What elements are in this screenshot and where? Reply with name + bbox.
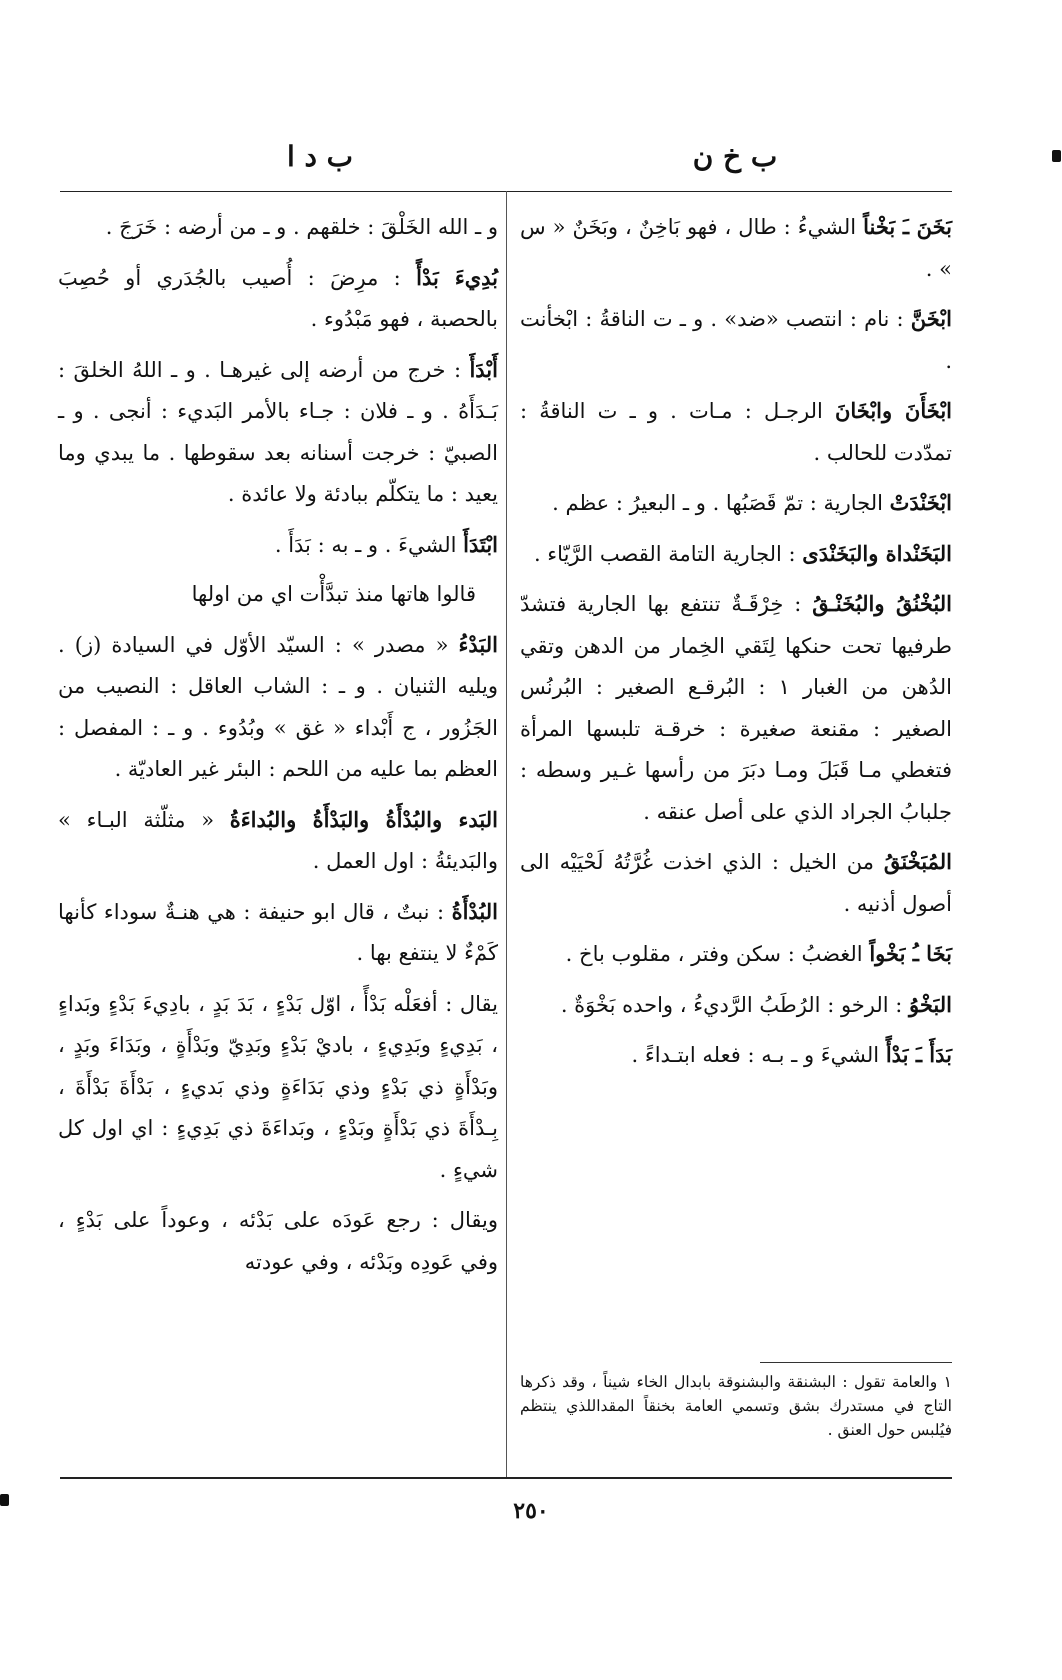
- running-head-right: ب خ ن: [692, 140, 778, 173]
- entry-definition: الجارية : تمّ قَصَبُها . و ـ البعيرُ : عظم .: [552, 491, 890, 515]
- entry-headword: المُبَخْنَقُ: [883, 849, 952, 874]
- entry-definition: الرجـل : مـات . و ـ ت الناقةُ : تمدّدت للحالب .: [520, 399, 952, 465]
- entry-headword: ابْخَأَنَ وابْخَانَ: [834, 398, 952, 423]
- dictionary-entry: [520, 933, 952, 976]
- dictionary-entry: [58, 624, 498, 791]
- dictionary-entry: [58, 891, 498, 975]
- entry-definition: : خرج من أرضه إلى غيرهـا . و ـ اللهُ الخلقَ : بَـدَأَهُ . و ـ فلان : جـاء بالأمر البَديء : أنجى . و ـ الصبيّ : خرجت أسنانه بعد سقوطها . ما يبدي وما يعيد : ما يتكلّم ببادئة ولا عائدة .: [58, 357, 498, 506]
- entry-definition: الشيءَ . و ـ به : بَدَأَ .: [274, 532, 464, 557]
- verse-text: قالوا هاتها منذ تبدَّأْت اي من اولها: [191, 582, 476, 606]
- dictionary-entry: [520, 583, 952, 833]
- dictionary-entry: [520, 206, 952, 290]
- page-number: ٢٥٠: [513, 1498, 549, 1524]
- edge-mark: [0, 1494, 9, 1506]
- entry-headword: البَدء والبُدْأَةُ والبَدْأَةُ والبُداءَةُ: [229, 806, 498, 832]
- entry-definition: : الرخو : الرُطَبُ الرَّديءُ ، واحده بَخْوَةٌ .: [560, 992, 910, 1017]
- entry-definition: « مثلّثة البـاء » والبَديئةُ : اول العمل .: [58, 807, 498, 873]
- edge-mark: [1052, 150, 1061, 162]
- entry-definition: : نام : انتصب «ضد» . و ـ ت الناقةُ : ابْخأنت .: [520, 307, 952, 373]
- entry-headword: البُخْنُقُ والبُخَنْـقُ: [812, 591, 953, 616]
- entry-definition: ويقال : رجع عَودَه على بَدْئه ، وعوداً على بَدْءٍ ، وفي عَودِه وبَدْئه ، وفي عودته: [58, 1208, 498, 1274]
- entry-headword: ابْخَنْدَتْ: [889, 490, 952, 515]
- entry-definition: الشيءُ : طال ، فهو بَاخِنٌ ، وبَخَنٌ « س » .: [520, 215, 952, 281]
- dictionary-entry: [520, 390, 952, 474]
- footnote-rule: [760, 1362, 952, 1363]
- verse-line: [58, 574, 498, 616]
- entry-definition: الشيءَ و ـ بـه : فعله ابتـداءً .: [631, 1043, 886, 1067]
- entry-definition: : نبتٌ ، قال ابو حنيفة : هي هنـةٌ سوداء كأنها كَمْءٌ لا ينتفع بها .: [58, 899, 498, 965]
- entry-headword: البَخْوُ: [909, 991, 952, 1017]
- entry-definition: من الخيل : الذي اخذت غُرَّتُهُ لَحْيَيْه الى أصول أذنيه .: [520, 850, 952, 916]
- dictionary-entry: [58, 524, 498, 567]
- left-column: [58, 206, 498, 1291]
- entry-definition: : خِرْقَـةٌ تنتفع بها الجارية فتشدّ طرفيها تحت حنكها لِتَقي الخِمار من الدهن وتقي الدُهن من الغبار ١ : البُرقـع الصغير : البُرنُس الصغير : مقنعة صغيرة : خرقـة تلبسها المرأة فتغطي مـا قَبَلَ ومـا دبَرَ من رأسها غـير وسطه : جلبابُ الجراد الذي على أصل عنقه .: [520, 592, 952, 824]
- dictionary-entry: [58, 799, 498, 883]
- right-column: [520, 206, 952, 1085]
- column-divider: [506, 191, 507, 1477]
- entry-definition: الغضبُ : سكن وفتر ، مقلوب باخ .: [565, 942, 870, 966]
- dictionary-entry: [58, 983, 498, 1192]
- bottom-rule: [60, 1477, 952, 1479]
- dictionary-entry: [520, 841, 952, 925]
- entry-definition: و ـ الله الخَلْقَ : خلقهم . و ـ من أرضه : خَرَجَ .: [105, 215, 498, 239]
- dictionary-entry: [520, 482, 952, 525]
- entry-headword: البُدْأَةُ: [451, 898, 498, 924]
- dictionary-entry: [520, 298, 952, 382]
- entry-headword: بَخَنَ ـَ بَخْناً: [863, 214, 953, 239]
- entry-definition: : مرِضَ : أُصيب بالجُدَري أو حُصِبَ بالحصبة ، فهو مَبْدُوء .: [58, 265, 498, 331]
- entry-headword: البَدْءُ: [458, 631, 498, 657]
- entry-headword: البَخَنْداة والبَخَنْدَى: [802, 540, 952, 566]
- running-head-left: ب د ا: [286, 140, 354, 173]
- footnote: ١ والعامة تقول : البشنقة والبشنوقة بابدال الخاء شيناً ، وقد ذكرها التاج في مستدرك بشق وتسمي العامة بخنقاً المقداللذي ينتظم فيُلبس حول العنق .: [520, 1373, 952, 1439]
- entry-headword: ابْخَنَّ: [910, 306, 952, 331]
- entry-headword: بُدِيءَ بَدْأً: [416, 264, 499, 290]
- entry-definition: : الجارية التامة القصب الرَّيّاء .: [533, 541, 803, 566]
- entry-headword: بَخَا ـُ بَخْواً: [869, 941, 952, 966]
- dictionary-entry: [58, 206, 498, 249]
- entry-definition: يقال : أفعَلْه بَدْأً ، اوّل بَدْءٍ ، بَدَ بَدٍ ، بادِيءَ بَدْءٍ وبَداءٍ ، بَدِيءٍ وبَدِيءٍ ، باديْ بَدْءٍ وبَدِيّ وبَدْأَةٍ ، وبَدَاءَ وبَدٍ ، وبَدْأَةٍ ذي بَدْءٍ وذي بَدَاءَةٍ وذي بَديءٍ ، بَدْأَةَ بَدْأَةَ ، بِـدْأَةَ ذي بَدْأَةٍ وبَدْءٍ ، وبَداءَةَ ذي بَدِيءٍ : اي اول كل شيءٍ .: [58, 991, 498, 1182]
- dictionary-entry: [520, 984, 952, 1027]
- entry-definition: « مصدر » : السيّد الأوّل في السيادة (ز) . ويليه الثنيان . و ـ : الشاب العاقل : النصيب من الجَزُور ، ج أَبْداء « غق » وبُدُوء . و ـ : المفصل : العظم بما عليه من اللحم : البئر غير العاديّة .: [58, 632, 498, 781]
- dictionary-entry: [58, 349, 498, 516]
- entry-headword: ابْتَدَأَ: [463, 531, 498, 557]
- dictionary-entry: [58, 1199, 498, 1283]
- dictionary-entry: [520, 1034, 952, 1077]
- dictionary-entry: [520, 533, 952, 576]
- dictionary-entry: [58, 257, 498, 341]
- entry-headword: بَدَأَ ـَ بَدْأً: [885, 1042, 952, 1067]
- entry-headword: أَبْدَأَ: [469, 356, 498, 382]
